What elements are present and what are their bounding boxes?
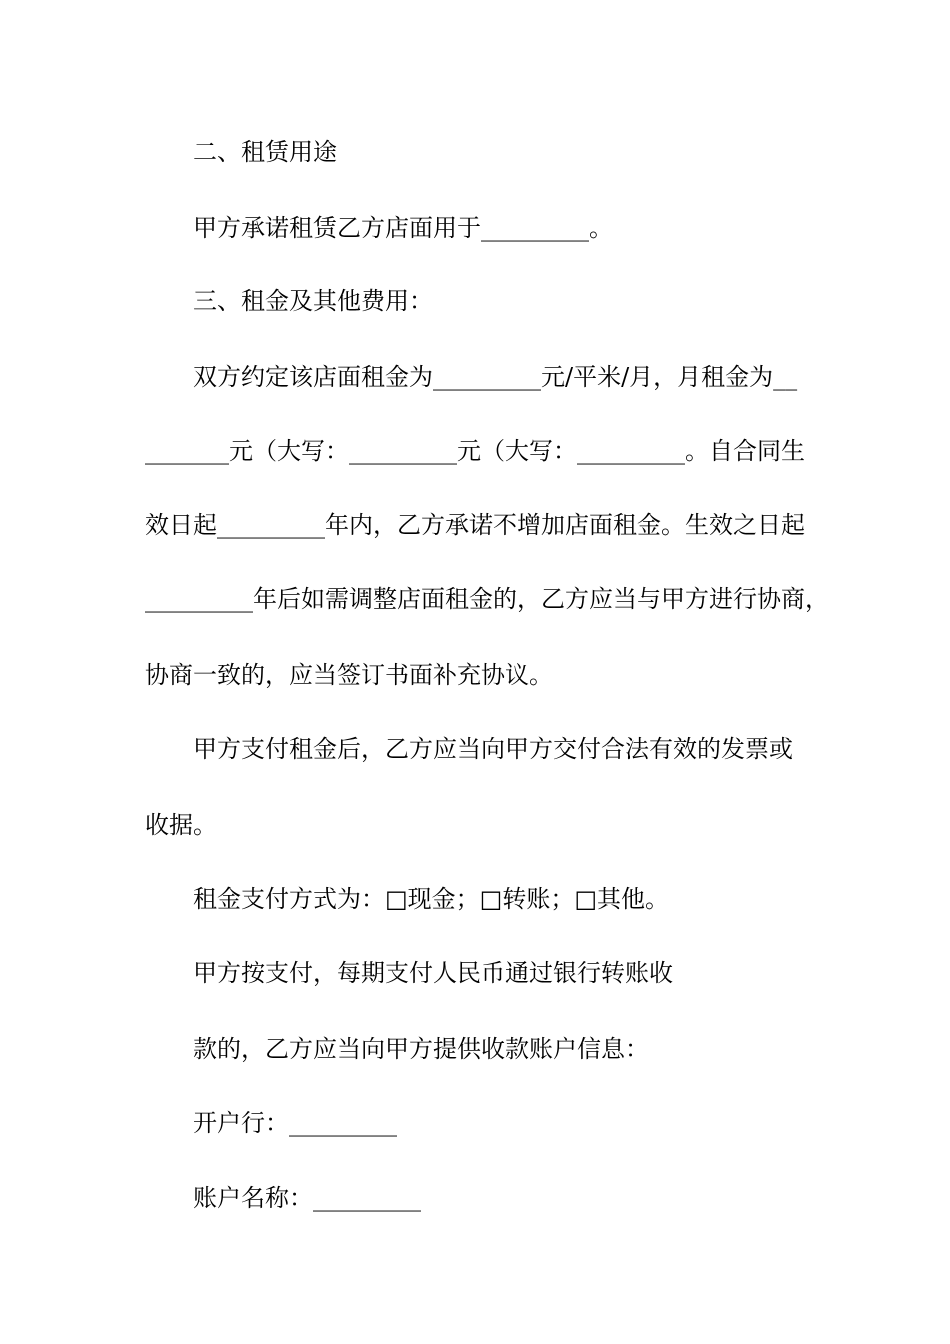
section-heading-lease-purpose: 二、租赁用途 [193, 138, 337, 166]
paragraph-rent-line-1: 双方约定该店面租金为_________元/平米/月，月租金为__ [193, 363, 798, 391]
field-bank: 开户行：_________ [193, 1109, 397, 1137]
paragraph-invoice-line-1: 甲方支付租金后，乙方应当向甲方交付合法有效的发票或 [193, 735, 793, 763]
field-account-name: 账户名称：_________ [193, 1184, 421, 1212]
paragraph-rent-line-4: _________年后如需调整店面租金的，乙方应当与甲方进行协商， [145, 585, 829, 613]
paragraph-payment-method: 租金支付方式为：□现金；□转账；□其他。 [193, 885, 670, 913]
paragraph-rent-line-3: 效日起_________年内，乙方承诺不增加店面租金。生效之日起 [145, 511, 805, 539]
paragraph-payment-schedule: 甲方按支付，每期支付人民币通过银行转账收 [193, 959, 673, 987]
paragraph-invoice-line-2: 收据。 [145, 811, 217, 839]
paragraph-lease-purpose: 甲方承诺租赁乙方店面用于_________。 [193, 214, 613, 242]
section-heading-rent-fees: 三、租金及其他费用： [193, 287, 433, 315]
paragraph-rent-line-5: 协商一致的，应当签订书面补充协议。 [145, 661, 553, 689]
paragraph-rent-line-2: _______元（大写：_________元（大写：_________。自合同生 [145, 437, 805, 465]
paragraph-account-info: 款的，乙方应当向甲方提供收款账户信息： [193, 1035, 649, 1063]
